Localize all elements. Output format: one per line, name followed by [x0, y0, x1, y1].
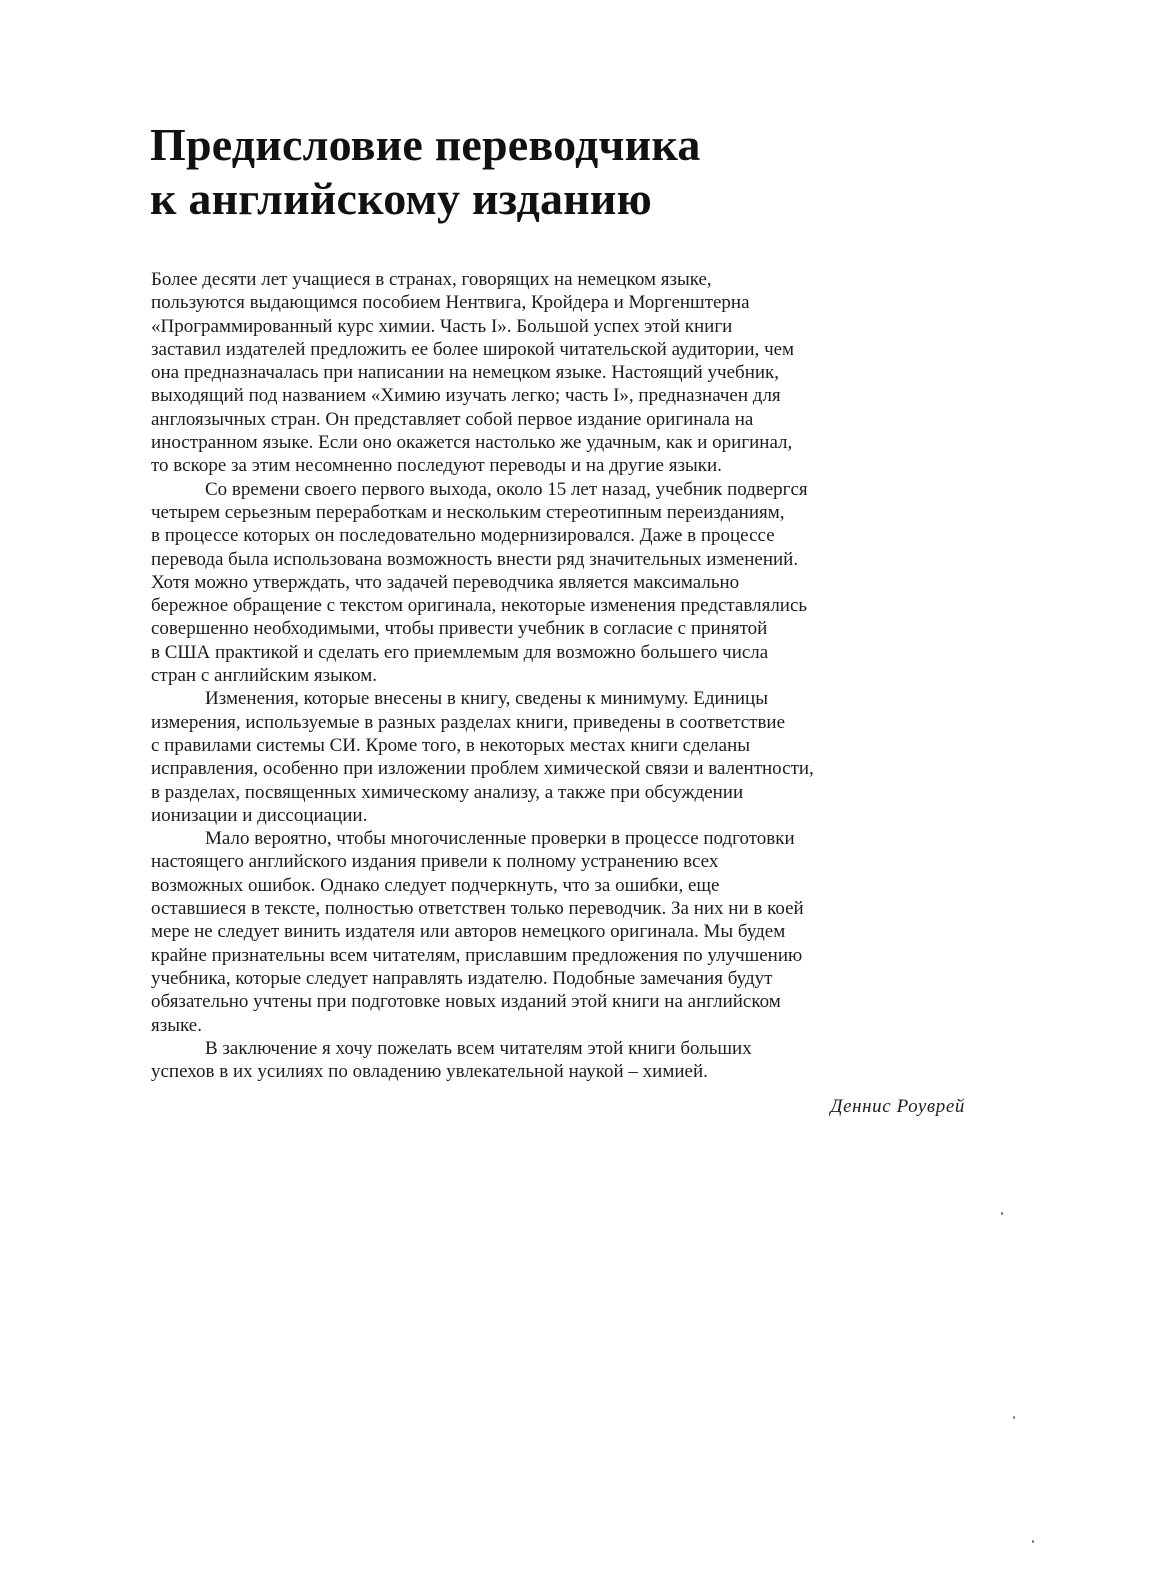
text-line: Со времени своего первого выхода, около 15 лет назад, учебник подвергся: [205, 478, 808, 500]
text-line: крайне признательны всем читателям, приславшим предложения по улучшению: [151, 944, 803, 966]
text-line: с правилами системы СИ. Кроме того, в некоторых местах книги сделаны: [151, 734, 751, 756]
text-line: англоязычных стран. Он представляет собой первое издание оригинала на: [151, 408, 754, 430]
text-line: выходящий под названием «Химию изучать легко; часть I», предназначен для: [151, 385, 781, 407]
text-line: мере не следует винить издателя или авторов немецкого оригинала. Мы будем: [151, 921, 786, 943]
text-line: совершенно необходимыми, чтобы привести учебник в согласие с принятой: [151, 618, 768, 640]
paragraph: [151, 827, 981, 1037]
author-signature: Деннис Роуврей: [830, 1096, 965, 1117]
scan-speck: [1013, 1416, 1015, 1419]
scan-speck: [1032, 1540, 1034, 1543]
text-line: Более десяти лет учащиеся в странах, говорящих на немецком языке,: [151, 269, 712, 290]
text-line: Мало вероятно, чтобы многочисленные проверки в процессе подготовки: [205, 828, 795, 850]
text-line: «Программированный курс химии. Часть I». Большой успех этой книги: [151, 315, 733, 337]
text-line: В заключение я хочу пожелать всем читателям этой книги больших: [205, 1037, 752, 1059]
text-line: в разделах, посвященных химическому анализу, а также при обсуждении: [151, 781, 744, 803]
text-line: Изменения, которые внесены в книгу, сведены к минимуму. Единицы: [205, 688, 768, 710]
page-title: [150, 118, 701, 226]
paragraph: [151, 687, 981, 827]
text-line: обязательно учтены при подготовке новых изданий этой книги на английском: [151, 991, 781, 1013]
text-line: возможных ошибок. Однако следует подчеркнуть, что за ошибки, еще: [151, 874, 720, 896]
paragraph: [151, 478, 981, 688]
title-line-2: к английскому изданию: [150, 173, 652, 224]
text-line: оставшиеся в тексте, полностью ответствен только переводчик. За них ни в коей: [151, 898, 804, 920]
text-line: четырем серьезным переработкам и нескольким стереотипным переизданиям,: [151, 501, 785, 523]
text-line: в процессе которых он последовательно модернизировался. Даже в процессе: [151, 525, 775, 547]
text-line: исправления, особенно при изложении проблем химической связи и валентности,: [151, 758, 814, 780]
text-line: успехов в их усилиях по овладению увлекательной наукой – химией.: [151, 1061, 708, 1083]
text-line: пользуются выдающимся пособием Нентвига, Кройдера и Моргенштерна: [151, 292, 750, 314]
scan-speck: [1001, 1212, 1003, 1215]
text-line: бережное обращение с текстом оригинала, некоторые изменения представлялись: [151, 595, 808, 617]
text-line: она предназначалась при написании на немецком языке. Настоящий учебник,: [151, 362, 780, 384]
preface-body: [151, 268, 981, 1083]
text-line: измерения, используемые в разных разделах книги, приведены в соответствие: [151, 711, 786, 733]
text-line: заставил издателей предложить ее более широкой читательской аудитории, чем: [151, 338, 795, 360]
text-line: языке.: [151, 1014, 202, 1036]
text-line: стран с английским языком.: [151, 665, 378, 687]
text-line: то вскоре за этим несомненно последуют переводы и на другие языки.: [151, 455, 722, 477]
text-line: настоящего английского издания привели к полному устранению всех: [151, 851, 719, 873]
text-line: в США практикой и сделать его приемлемым для возможно большего числа: [151, 641, 769, 663]
text-line: иностранном языке. Если оно окажется настолько же удачным, как и оригинал,: [151, 432, 793, 454]
text-line: ионизации и диссоциации.: [151, 804, 368, 826]
title-line-1: Предисловие переводчика: [150, 119, 701, 170]
text-line: Хотя можно утверждать, что задачей переводчика является максимально: [151, 571, 740, 593]
paragraph: [151, 1037, 981, 1084]
paragraph: [151, 268, 981, 478]
text-line: перевода была использована возможность внести ряд значительных изменений.: [151, 548, 799, 570]
text-line: учебника, которые следует направлять издателю. Подобные замечания будут: [151, 967, 773, 989]
